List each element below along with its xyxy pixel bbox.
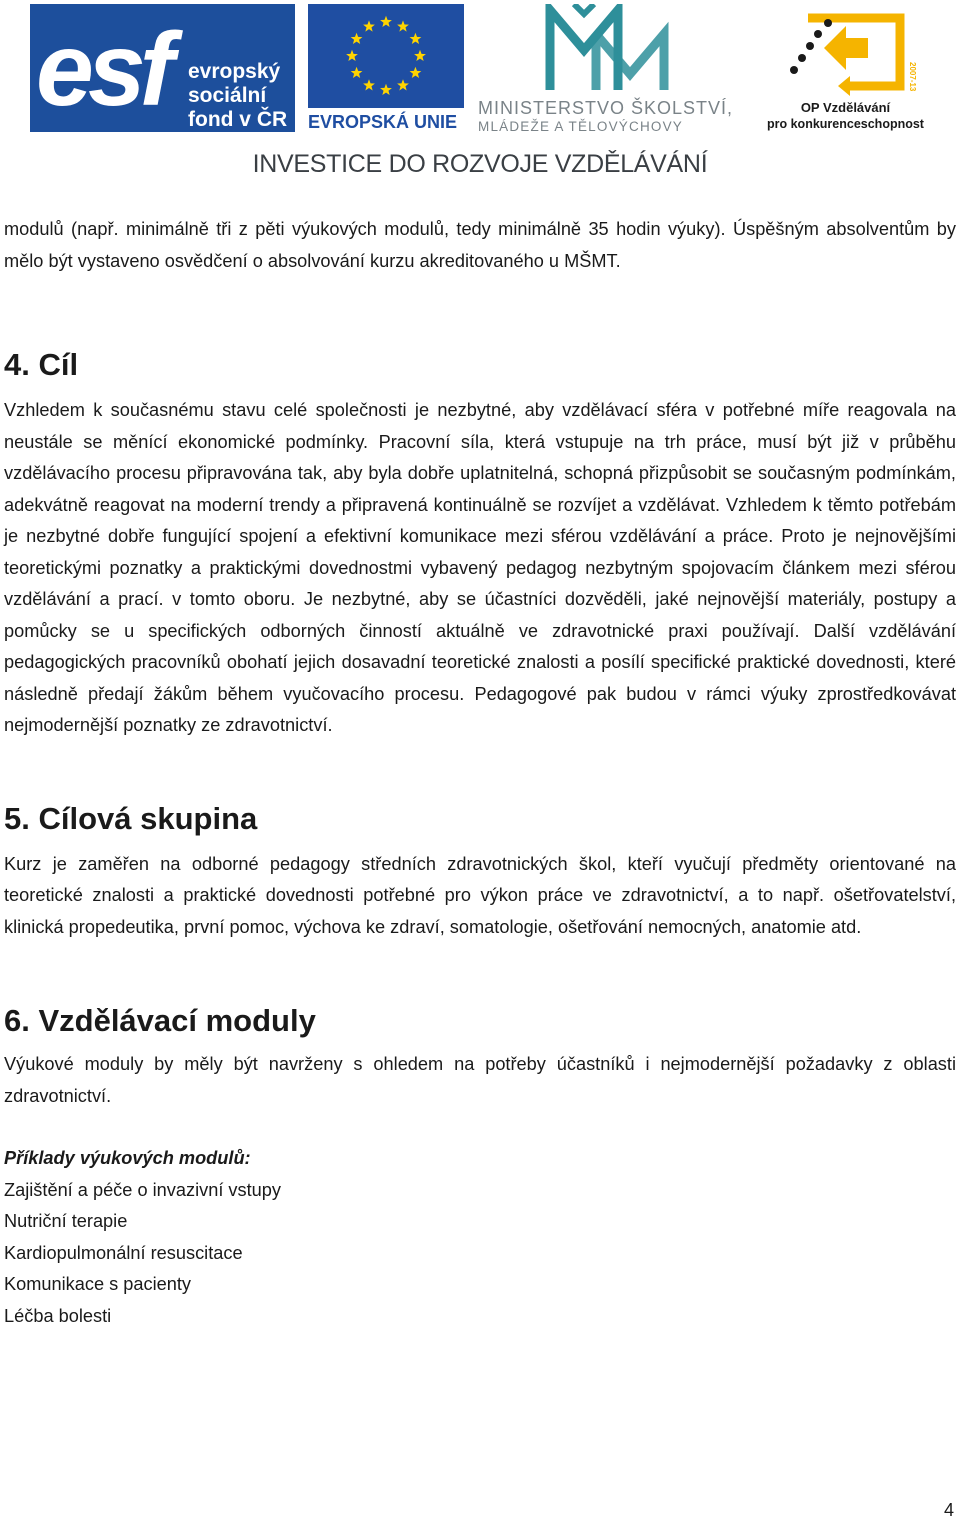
eu-star-icon <box>346 50 358 61</box>
msmt-logo <box>478 4 748 134</box>
eu-star-icon <box>397 20 409 31</box>
eu-star-icon <box>363 20 375 31</box>
section-5-heading: 5. Cílová skupina <box>4 800 258 836</box>
list-item: Zajištění a péče o invazivní vstupy <box>4 1179 281 1200</box>
examples-list <box>4 1175 956 1333</box>
list-item: Komunikace s pacienty <box>4 1274 192 1294</box>
section-4-heading: 4. Cíl <box>4 347 79 382</box>
eu-logo <box>308 4 464 132</box>
eu-star-icon <box>414 50 426 61</box>
eu-star-icon <box>380 84 392 95</box>
eu-star-icon <box>351 33 363 44</box>
esf-logo-text <box>188 60 287 132</box>
eu-star-icon <box>410 67 422 78</box>
eu-star-icon <box>397 79 409 90</box>
list-item: Kardiopulmonální resuscitace <box>4 1242 243 1263</box>
eu-flag-icon <box>308 4 464 108</box>
section-5-text: Kurz je zaměřen na odborné pedagogy středních zdravotnických škol, kteří vyučují předměty orientované na teoretické znalosti a praktické dovednosti potřebné pro výkon práce ve zdravotnictví, a to např. ošetřovatelství, klinická propedeutika, první pomoc, výchova ke zdraví, somatologie, ošetřování nemocných, anatomie atd. <box>4 853 956 937</box>
eu-star-icon <box>380 16 392 27</box>
page-number: 4 <box>943 1500 954 1520</box>
section-6-text: Výukové moduly by měly být navrženy s ohledem na potřeby účastníků i nejmodernější požadavky z oblasti zdravotnictví. <box>4 1054 956 1106</box>
eu-stars-icon <box>308 4 464 108</box>
msmt-line-2: MLÁDEŽE A TĚLOVÝCHOVY <box>478 119 684 134</box>
op-mark-icon <box>788 10 918 96</box>
examples-title: Příklady výukových modulů: <box>4 1148 251 1168</box>
header-logos <box>0 0 960 190</box>
section-6-heading: 6. Vzdělávací moduly <box>4 1003 316 1038</box>
msmt-line-1: MINISTERSTVO ŠKOLSTVÍ, <box>478 98 734 118</box>
eu-star-icon <box>351 67 363 78</box>
esf-line-3: fond v ČR <box>188 108 288 131</box>
eu-star-icon <box>410 33 422 44</box>
esf-logo-mark: esf <box>36 12 169 128</box>
esf-line-2: sociální <box>188 84 267 107</box>
section-4-text: Vzhledem k současnému stavu celé společnosti je nezbytné, aby vzdělávací sféra v potřebné míře reagovala na neustále se měnící ekonomické podmínky. Pracovní síla, která vstupuje na trh práce, musí být již v průběhu vzdělávacího procesu připravována tak, aby byla dobře uplatnitelná, schopná přizpůsobit se současným podmínkám, adekvátně reagovat na moderní trendy a připravená kontinuálně se rozvíjet a vzdělávat. Vzhledem k těmto potřebám je nezbytné dobře fungující spojení a efektivní komunikace mezi sférou vzdělávání a práce. Proto je nejnovějšími teoretickými poznatky a praktickými dovednostmi vybavený pedagog nezbytným spojovacím článkem mezi sférou vzdělávání a prací. v tomto oboru. Je nezbytné, aby se účastníci dozvěděli, jaké nejnovější materiály, postupy a pomůcky se u specifických odborných činností aktuálně ve zdravotnické praxi používají. Další vzdělávání pedagogických pracovníků obohatí jejich dosavadní teoretické znalosti a posílí specifické praktické dovednosti, které následně předají žákům během vyučovacího procesu. Pedagogové pak budou v rámci výuky zprostředkovávat nejmodernější poznatky ze zdravotnictví. <box>4 400 956 735</box>
op-line-2: pro konkurenceschopnost <box>767 117 924 131</box>
header-tagline: INVESTICE DO ROZVOJE VZDĚLÁVÁNÍ <box>252 150 708 178</box>
intro-paragraph: modulů (např. minimálně tři z pěti výukových modulů, tedy minimálně 35 hodin výuky). Úspěšným absolventům by mělo být vystaveno osvědčení o absolvování kurzu akreditovaného u MŠMT. <box>4 219 956 271</box>
esf-logo <box>30 4 295 132</box>
op-logo <box>758 10 933 134</box>
list-item: Léčba bolesti <box>4 1305 112 1326</box>
list-item: Nutriční terapie <box>4 1211 128 1231</box>
eu-star-icon <box>363 79 375 90</box>
msmt-mark-icon <box>544 4 674 96</box>
eu-logo-label: EVROPSKÁ UNIE <box>308 112 458 132</box>
op-line-1: OP Vzdělávání <box>800 100 891 115</box>
op-years: 2007-13 <box>908 62 917 92</box>
document-body <box>4 214 956 1332</box>
esf-line-1: evropský <box>188 60 281 83</box>
